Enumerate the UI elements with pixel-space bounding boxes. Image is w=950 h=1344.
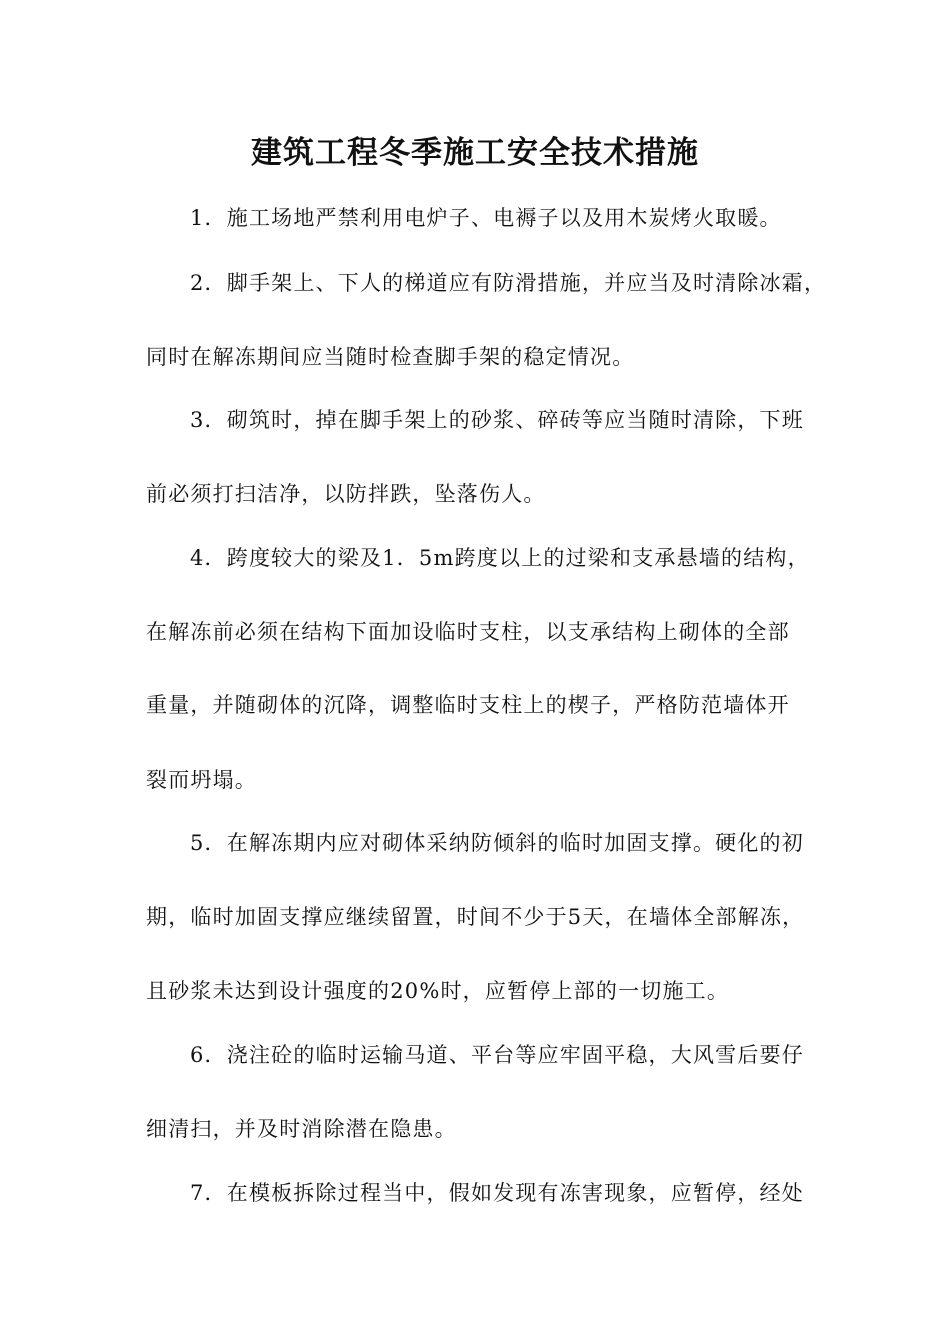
document-title: 建筑工程冬季施工安全技术措施 (251, 135, 699, 171)
item-6-line-1: 6．浇注砼的临时运输马道、平台等应牢固平稳，大风雪后要仔 (190, 1043, 804, 1067)
item-2-line-1: 2．脚手架上、下人的梯道应有防滑措施，并应当及时清除冰霜， (190, 271, 827, 295)
item-7-line-1: 7．在模板拆除过程当中，假如发现有冻害现象，应暂停，经处 (190, 1181, 804, 1205)
item-5-line-1: 5．在解冻期内应对砌体采纳防倾斜的临时加固支撑。硬化的初 (190, 831, 804, 855)
item-1-line-1: 1．施工场地严禁利用电炉子、电褥子以及用木炭烤火取暖。 (190, 206, 782, 230)
item-4-line-4: 裂而坍塌。 (146, 768, 257, 792)
item-3-line-2: 前必须打扫洁净，以防拌跌，坠落伤人。 (146, 482, 546, 506)
item-5-line-2: 期，临时加固支撑应继续留置，时间不少于5天，在墙体全部解冻， (146, 905, 805, 929)
item-3-line-1: 3．砌筑时，掉在脚手架上的砂浆、碎砖等应当随时清除，下班 (190, 408, 804, 432)
item-5-line-3: 且砂浆未达到设计强度的20%时，应暂停上部的一切施工。 (146, 979, 730, 1003)
item-4-line-3: 重量，并随砌体的沉降，调整临时支柱上的楔子，严格防范墙体开 (146, 693, 790, 717)
item-4-line-1: 4．跨度较大的梁及1．5m跨度以上的过梁和支承悬墙的结构， (190, 546, 810, 570)
item-6-line-2: 细清扫，并及时消除潜在隐患。 (146, 1117, 457, 1141)
item-4-line-2: 在解冻前必须在结构下面加设临时支柱，以支承结构上砌体的全部 (146, 620, 790, 644)
item-2-line-2: 同时在解冻期间应当随时检查脚手架的稳定情况。 (146, 345, 635, 369)
